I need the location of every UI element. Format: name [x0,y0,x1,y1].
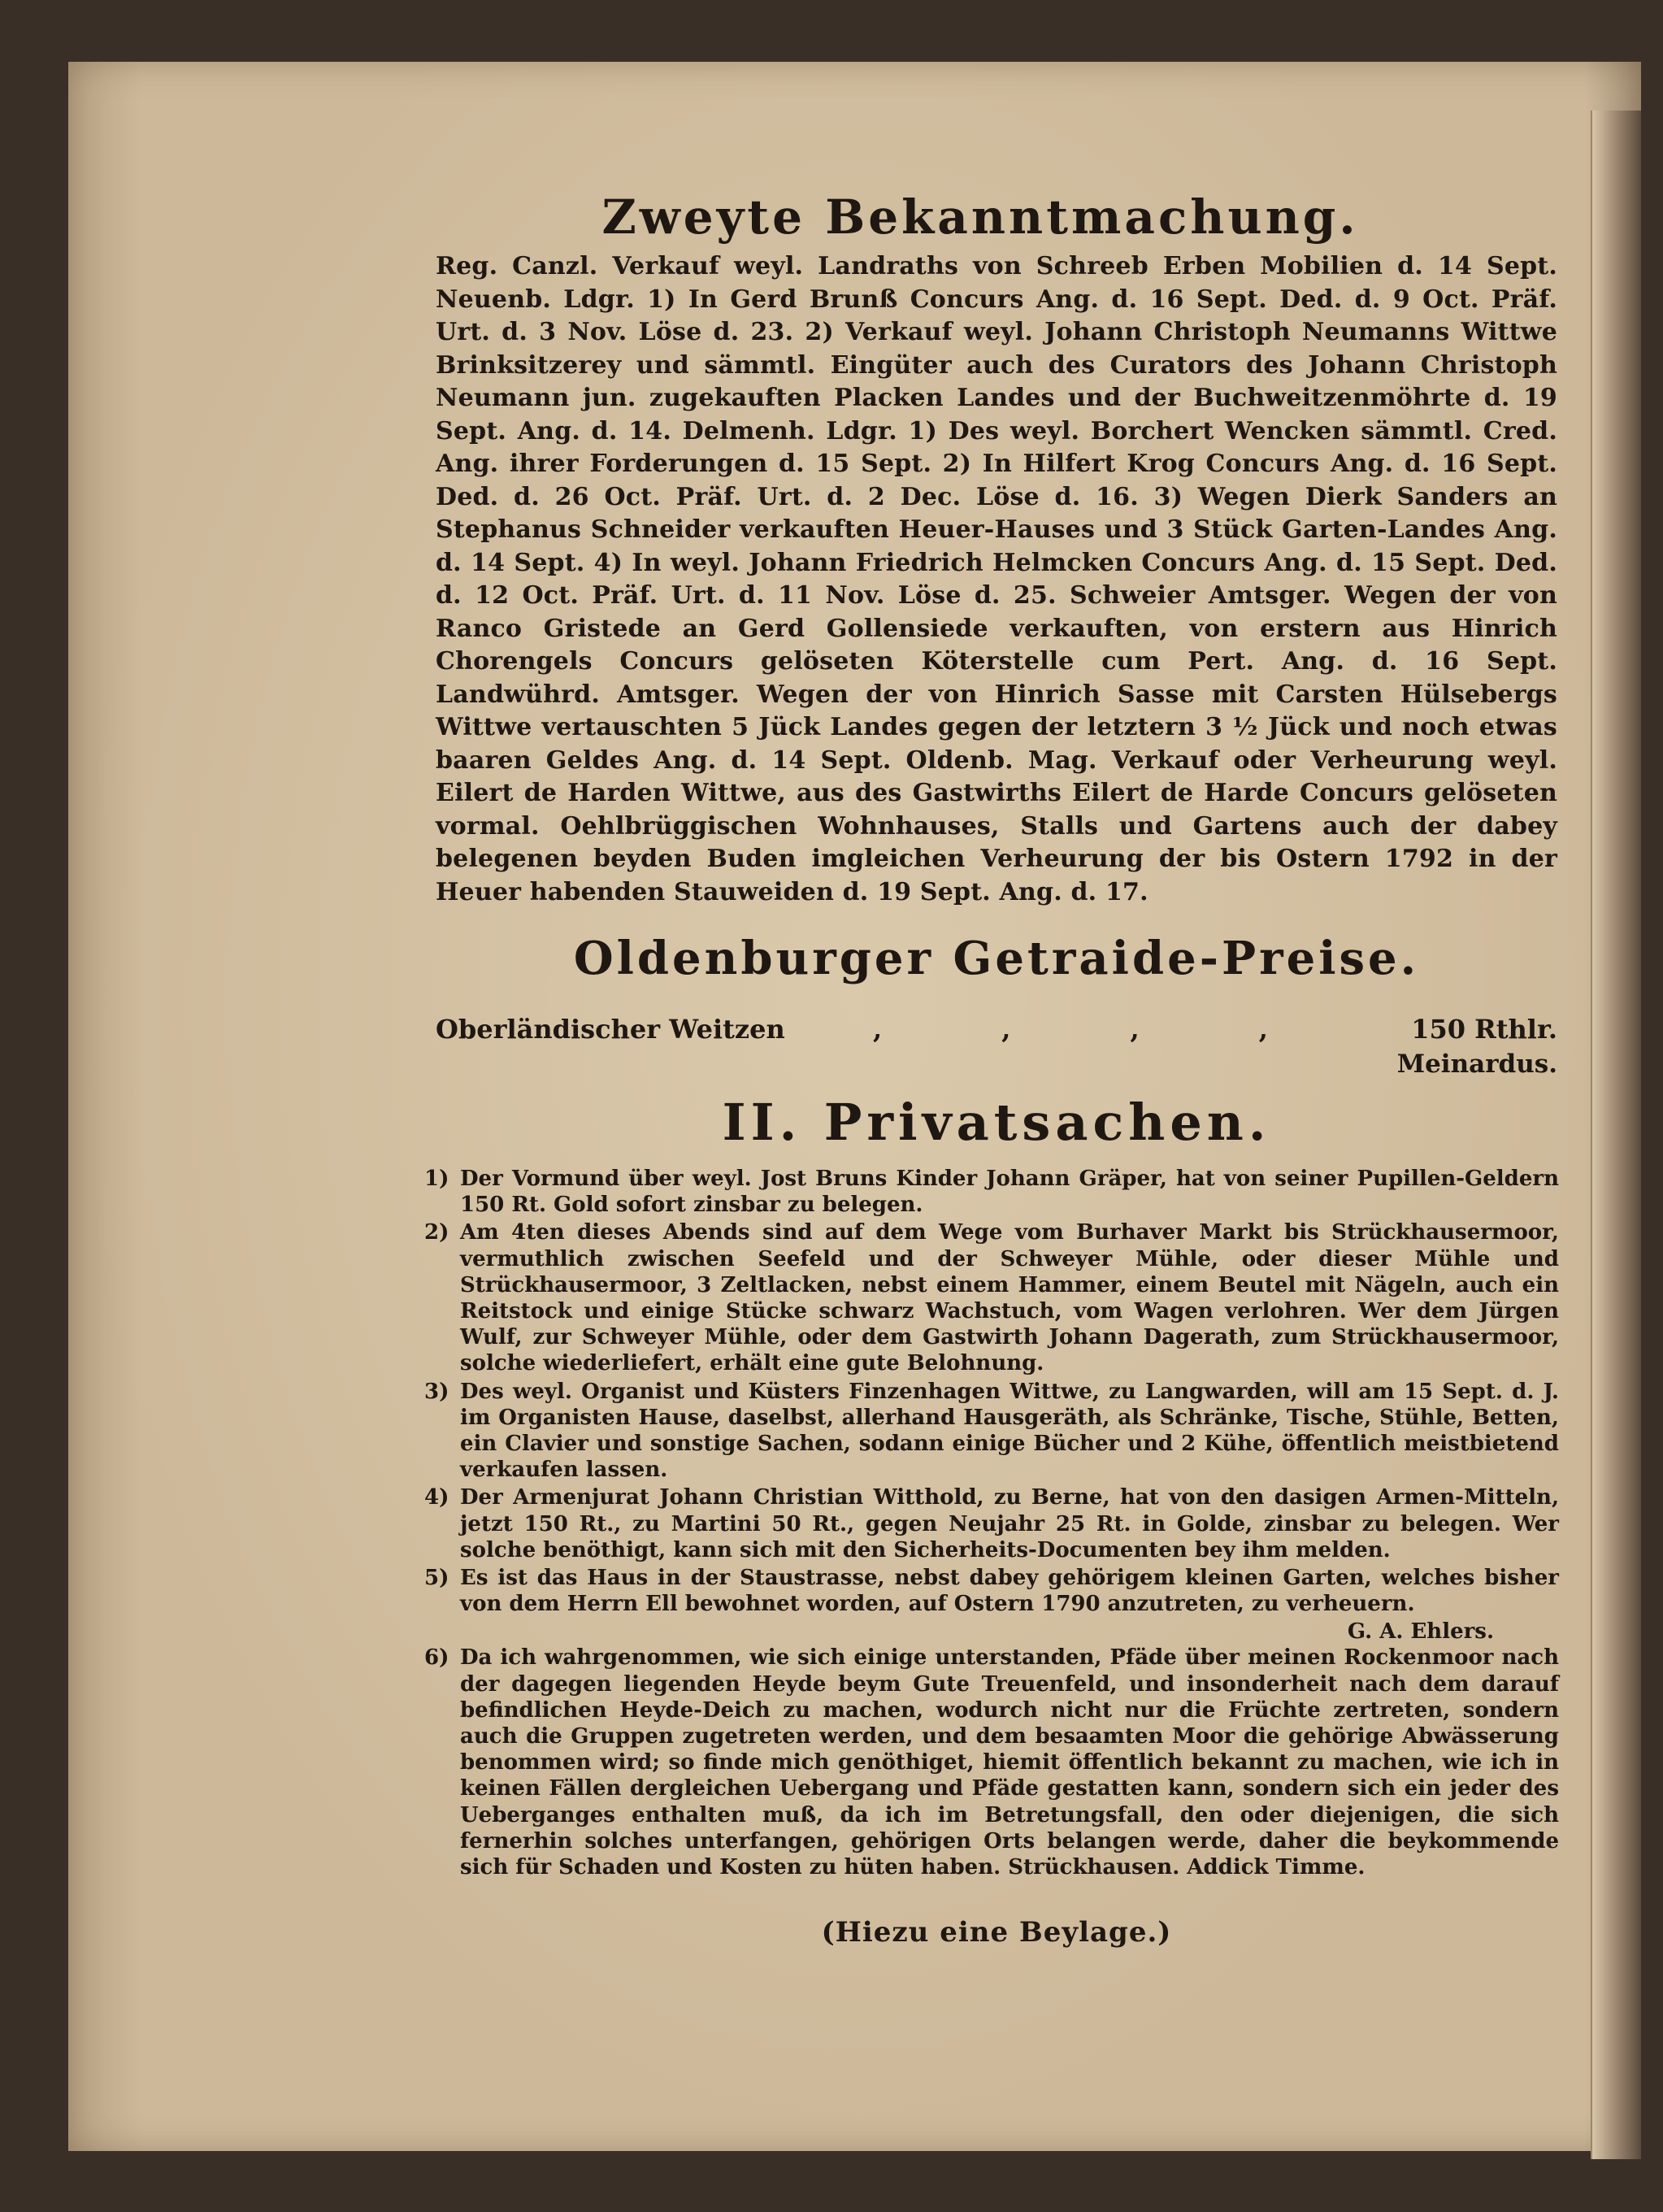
item-number: 6) [424,1645,449,1671]
price-value: 150 Rthlr. [1411,1014,1557,1045]
list-item [424,1166,1559,1218]
privatsachen-list [424,1166,1559,1880]
item-number: 4) [424,1485,449,1510]
page-edge [1591,111,1641,2159]
bekanntmachung-text: Reg. Canzl. Verkauf weyl. Landraths von Schreeb Erben Mobilien d. 14 Sept. Neuenb. Ldgr. 1) In Gerd Brunß Concurs Ang. d. 16 Sept. Ded. d. 9 Oct. Präf. Urt. d. 3 Nov. Löse d. 23. 2) Verkauf weyl. Johann Christoph Neumanns Wittwe Brinksitzerey und sämmtl. Eingüter auch des Curators des Johann Christoph Neumann jun. zugekauften Placken Landes und der Buchweitzenmöhrte d. 19 Sept. Ang. d. 14. Delmenh. Ldgr. 1) Des weyl. Borchert Wencken sämmtl. Cred. Ang. ihrer Forderungen d. 15 Sept. 2) In Hilfert Krog Concurs Ang. d. 16 Sept. Ded. d. 26 Oct. Präf. Urt. d. 2 Dec. Löse d. 16. 3) Wegen Dierk Sanders an Stephanus Schneider verkauften Heuer-Hauses und 3 Stück Garten-Landes Ang. d. 14 Sept. 4) In weyl. Johann Friedrich Helmcken Concurs Ang. d. 15 Sept. Ded. d. 12 Oct. Präf. Urt. d. 11 Nov. Löse d. 25. Schweier Amtsger. Wegen der von Ranco Gristede an Gerd Gollensiede verkauften, von erstern aus Hinrich Chorengels Concurs gelöseten Köterstelle cum Pert. Ang. d. 16 Sept. Landwührd. Amtsger. Wegen der von Hinrich Sasse mit Carsten Hülsebergs Wittwe vertauschten 5 Jück Landes gegen der letztern 3 ½ Jück und noch etwas baaren Geldes Ang. d. 14 Sept. Oldenb. Mag. Verkauf oder Verheurung weyl. Eilert de Harden Wittwe, aus des Gastwirths Eilert de Harde Concurs gelöseten vormal. Oehlbrüggischen Wohnhauses, Stalls und Gartens auch der dabey belegenen beyden Buden imgleichen Verheurung der bis Ostern 1792 in der Heuer habenden Stauweiden d. 19 Sept. Ang. d. 17. [436,252,1557,906]
item-text: Der Armenjurat Johann Christian Witthold, zu Berne, hat von den dasigen Armen-Mitteln, jetzt 150 Rt., zu Martini 50 Rt., gegen Neujahr 25 Rt. in Golde, zinsbar zu belegen. Wer solche benöthigt, kann sich mit den Sicherheits-Documenten bey ihm melden. [460,1485,1559,1562]
list-item [424,1645,1559,1880]
price-label: Oberländischer Weitzen [436,1014,785,1045]
price-row [436,1011,1557,1047]
section-heading-bekanntmachung: Zweyte Bekanntmachung. [601,189,1359,245]
price-dots: , , , , [872,1014,1323,1045]
section-heading-privatsachen: II. Privatsachen. [722,1093,1271,1152]
item-text: Der Vormund über weyl. Jost Bruns Kinder Johann Gräper, hat von seiner Pupillen-Geldern 150 Rt. Gold sofort zinsbar zu belegen. [460,1167,1559,1218]
price-list [436,1011,1557,1081]
item-number: 2) [424,1220,449,1245]
list-item [424,1379,1559,1484]
section-heading-getraide-preise: Oldenburger Getraide-Preise. [573,932,1420,985]
list-item [424,1565,1559,1617]
item-signature: G. A. Ehlers. [1347,1619,1494,1645]
item-text: Es ist das Haus in der Staustrasse, nebst dabey gehörigem kleinen Garten, welches bisher von dem Herrn Ell bewohnet worden, auf Ostern 1790 anzutreten, zu verheuern. [460,1566,1559,1617]
item-text: Da ich wahrgenommen, wie sich einige unterstanden, Pfäde über meinen Rockenmoor nach der dagegen liegenden Heyde beym Gute Treuenfeld, und insonderheit nach dem darauf befindlichen Heyde-Deich zu machen, wodurch nicht nur die Früchte zertreten, sondern auch die Gruppen zugetreten werden, und dem besaamten Moor die gehörige Abwässerung benommen wird; so finde mich genöthiget, hiemit öffentlich bekannt zu machen, wie ich in keinen Fällen dergleichen Uebergang und Pfäde gestatten kann, sondern sich ein jeder des Ueberganges enthalten muß, da ich im Betretungsfall, den oder diejenigen, die sich fernerhin solches unterfangen, gehörigen Orts belangen werde, daher die beykommende sich für Schaden und Kosten zu hüten haben. Strückhausen. Addick Timme. [460,1645,1559,1880]
item-text: Des weyl. Organist und Küsters Finzenhagen Wittwe, zu Langwarden, will am 15 Sept. d. J. im Organisten Hause, daselbst, allerhand Hausgeräth, als Schränke, Tische, Stühle, Betten, ein Clavier und sonstige Sachen, sodann einige Bücher und 2 Kühe, öffentlich meistbietend verkaufen lassen. [460,1379,1559,1483]
price-signature: Meinardus. [1396,1050,1557,1079]
list-item [424,1219,1559,1376]
item-number: 5) [424,1566,449,1591]
item-number: 3) [424,1379,449,1404]
list-item [424,1484,1559,1563]
item-text: Am 4ten dieses Abends sind auf dem Wege vom Burhaver Markt bis Strückhausermoor, vermuthlich zwischen Seefeld und der Schweyer Mühle, oder dieser Mühle und Strückhausermoor, 3 Zeltlacken, nebst einem Hammer, einem Beutel mit Nägeln, auch ein Reitstock und einige Stücke schwarz Wachstuch, vom Wagen verlohren. Wer dem Jürgen Wulf, zur Schweyer Mühle, oder dem Gastwirth Johann Dagerath, zum Strückhausermoor, solche wiederliefert, erhält eine gute Belohnung. [460,1220,1559,1376]
footer-note: (Hiezu eine Beylage.) [821,1916,1172,1949]
page-content [424,189,1559,1949]
item-number: 1) [424,1167,449,1191]
